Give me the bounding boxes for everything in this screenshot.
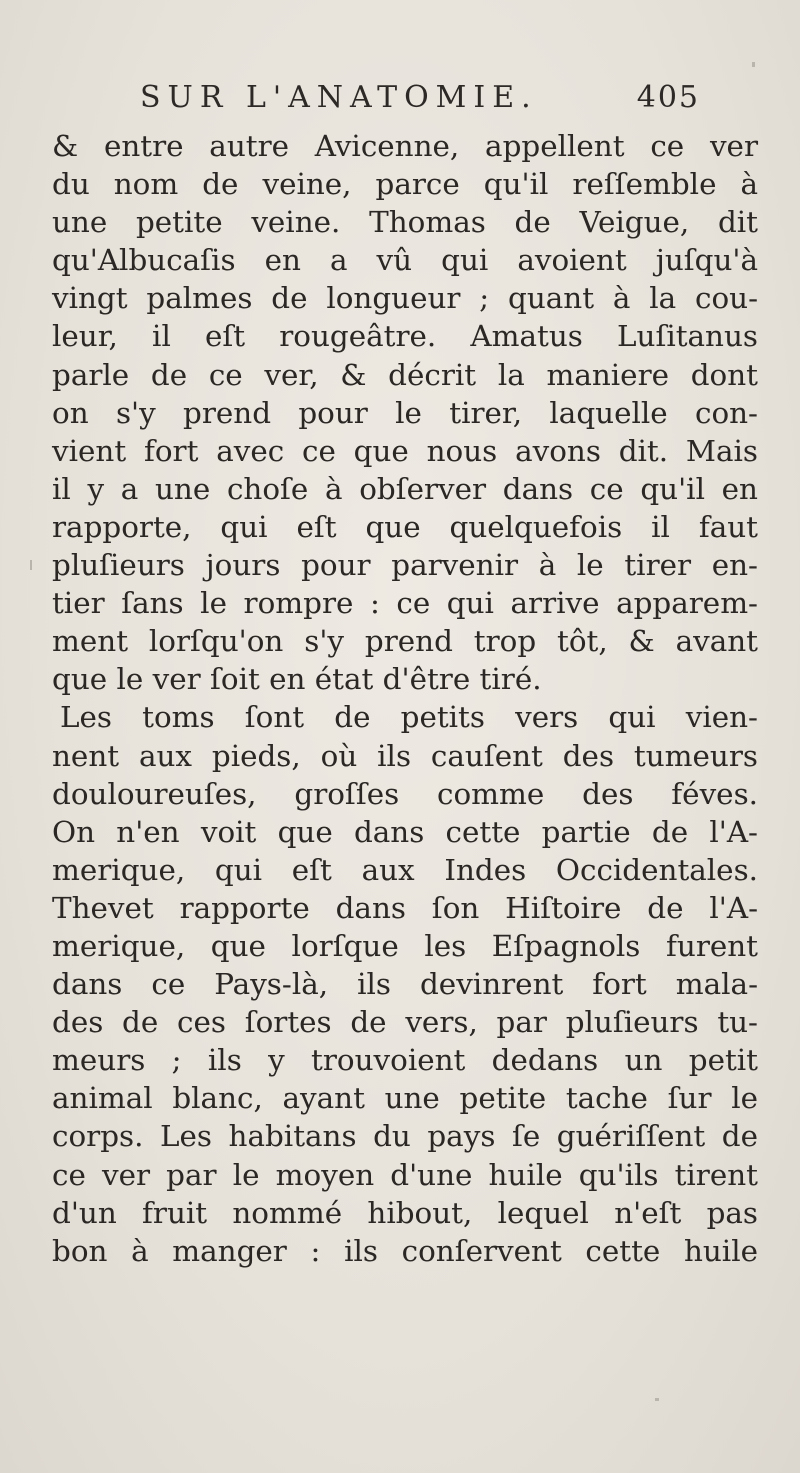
- text-line: qu'Albucaſis en a vû qui avoient juſqu'à: [52, 243, 758, 278]
- paper-speck: [752, 62, 755, 67]
- text-line: animal blanc, ayant une petite tache ſur le: [52, 1081, 758, 1116]
- text-line: parle de ce ver, & décrit la maniere dont: [52, 357, 758, 392]
- text-line: meurs ; ils y trouvoient dedans un petit: [52, 1043, 758, 1078]
- text-line: vient fort avec ce que nous avons dit. Mais: [52, 433, 758, 468]
- text-line: corps. Les habitans du pays ſe guériſſent de: [52, 1119, 758, 1154]
- text-line: on s'y prend pour le tirer, laquelle con-: [52, 395, 758, 430]
- text-line: ce ver par le moyen d'une huile qu'ils tirent: [52, 1157, 758, 1192]
- text-line: vingt palmes de longueur ; quant à la cou-: [52, 281, 758, 316]
- paper-speck: [30, 560, 32, 570]
- text-line: d'un fruit nommé hibout, lequel n'eſt pas: [52, 1195, 758, 1230]
- text-line: On n'en voit que dans cette partie de l'A-: [52, 814, 758, 849]
- text-line: Les toms ſont de petits vers qui vien-: [60, 700, 758, 735]
- text-line: des de ces ſortes de vers, par pluſieurs tu-: [52, 1005, 758, 1040]
- text-line: & entre autre Avicenne, appellent ce ver: [52, 129, 758, 163]
- text-line: leur, il eſt rougeâtre. Amatus Luſitanus: [52, 319, 758, 354]
- text-line: Thevet rapporte dans ſon Hiſtoire de l'A-: [52, 890, 758, 925]
- text-line: bon à manger : ils conſervent cette huile: [52, 1233, 758, 1268]
- text-line: ment lorſqu'on s'y prend trop tôt, & avant: [52, 624, 758, 659]
- text-line: nent aux pieds, où ils cauſent des tumeurs: [52, 738, 758, 773]
- running-head: [140, 80, 700, 120]
- text-line: du nom de veine, parce qu'il reſſemble à: [52, 167, 758, 202]
- paper-speck: [655, 1398, 659, 1401]
- text-line: pluſieurs jours pour parvenir à le tirer en-: [52, 548, 758, 583]
- text-line: rapporte, qui eſt que quelquefois il faut: [52, 509, 758, 544]
- text-line: merique, que lorſque les Eſpagnols furent: [52, 928, 758, 963]
- running-head-title: SUR L'ANATOMIE.: [140, 80, 538, 115]
- text-line: merique, qui eſt aux Indes Occidentales.: [52, 852, 758, 887]
- body-text: [52, 127, 758, 1270]
- text-line: douloureuſes, groſſes comme des féves.: [52, 776, 758, 811]
- text-line: tier ſans le rompre : ce qui arrive apparem-: [52, 586, 758, 621]
- page-number: 405: [636, 80, 700, 115]
- text-line: que le ver ſoit en état d'être tiré.: [52, 662, 542, 697]
- text-line: dans ce Pays-là, ils devinrent fort mala-: [52, 967, 758, 1002]
- text-line: il y a une choſe à obſerver dans ce qu'il en: [52, 471, 758, 506]
- text-line: une petite veine. Thomas de Veigue, dit: [52, 205, 758, 240]
